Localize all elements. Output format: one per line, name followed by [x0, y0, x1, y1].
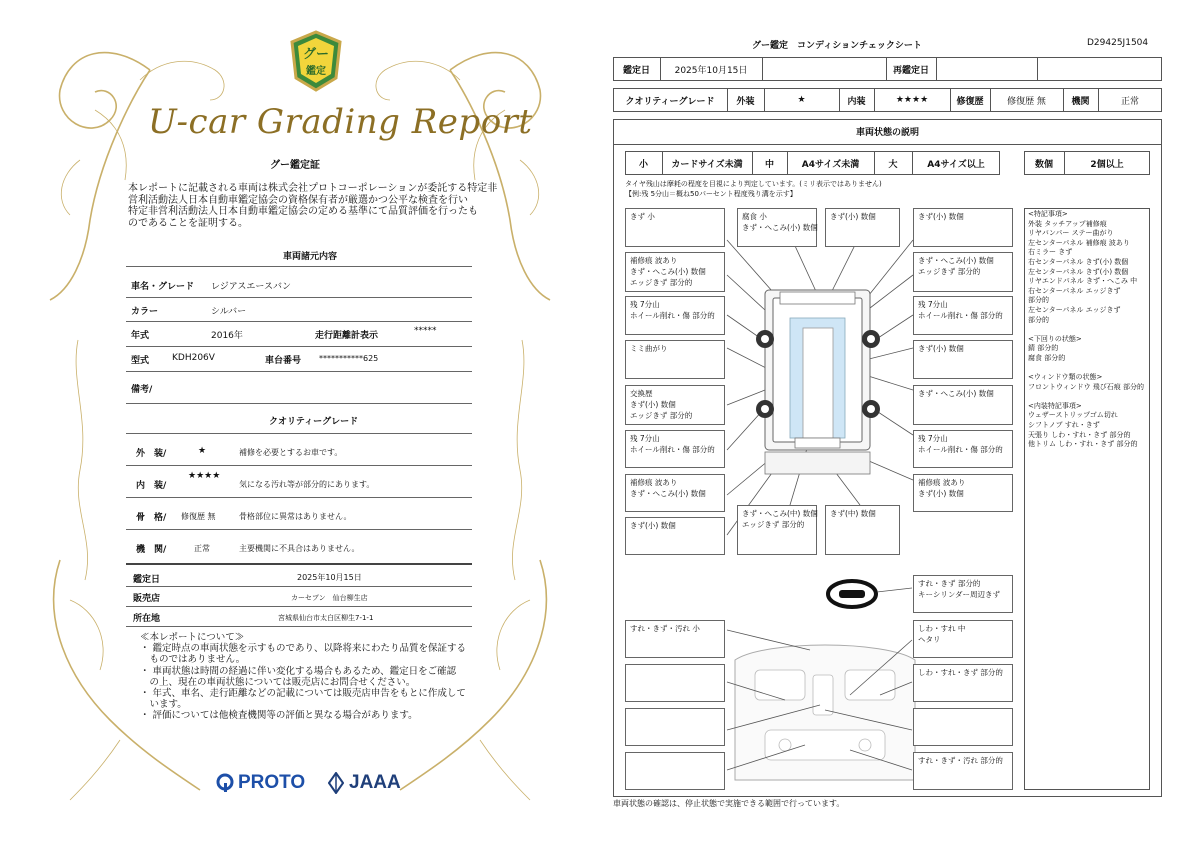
note-line: 腐食 部分的 [1028, 353, 1066, 362]
goo-kantei-logo [288, 30, 344, 92]
note-line: シフトノブ すれ・きず [1028, 421, 1100, 430]
note-line: <下回りの状態> [1028, 334, 1082, 343]
damage-text: 残 7分山 [918, 300, 948, 309]
car-name-value: レジアスエースバン [211, 282, 291, 292]
damage-box-left-door [625, 385, 725, 425]
divider [126, 563, 472, 565]
damage-text: ホイール削れ・傷 部分的 [630, 445, 715, 454]
note-line: 外装 タッチアップ補修痕 [1028, 219, 1107, 228]
damage-text: 補修痕 波あり [918, 478, 966, 487]
note-line: 部分的 [1028, 296, 1049, 305]
jaaa-text: JAAA [349, 772, 401, 793]
about-line: ・ 年式、車名、走行距離などの記載については販売店申告をもとに作成して [140, 688, 466, 700]
count-label: 数個 [1034, 159, 1053, 170]
note-line: 天張り しわ・すれ・きず 部分的 [1028, 430, 1131, 439]
damage-text: きず(小) 数個 [918, 344, 964, 353]
quality-title: クオリティーグレード [269, 417, 359, 427]
damage-text: 残 7分山 [630, 434, 660, 443]
proto-text: PROTO [238, 772, 306, 793]
steering-wheel-icon [828, 581, 876, 607]
car-name-label: 車名・グレード [131, 282, 195, 292]
address-value: 宮城県仙台市太白区柳生7-1-1 [278, 614, 374, 622]
damage-box-interior-left-1 [625, 664, 725, 702]
note-line: 左センターパネル きず(小) 数個 [1028, 267, 1129, 276]
damage-box-front-center [825, 208, 900, 247]
tire-example: 【例:残 5分山＝概ね50パーセント程度残り溝を示す】 [625, 190, 797, 198]
about-line: の上、現在の車両状態については販売店にお問合せください。 [140, 676, 416, 688]
divider [126, 266, 472, 267]
note-line: 部分的 [1028, 315, 1049, 324]
damage-text: すれ・きず 部分的 [918, 579, 981, 588]
divider [126, 529, 472, 530]
engine-value: 正常 [1120, 96, 1139, 107]
divider [126, 606, 472, 607]
svg-text:鑑定: 鑑定 [306, 66, 326, 77]
count-value: 2個以上 [1090, 159, 1124, 170]
damage-box-right-center [913, 385, 1013, 425]
divider [126, 321, 472, 322]
frame-desc: 骨格部位に異常はありません。 [239, 512, 352, 521]
shop-value: カーセブン 仙台柳生店 [291, 594, 368, 602]
damage-text: ホイール削れ・傷 部分的 [918, 311, 1003, 320]
damage-text: キーシリンダー周辺きず [918, 590, 1001, 599]
divider [126, 433, 472, 434]
note-line: 他トリム しわ・すれ・きず 部分的 [1028, 440, 1138, 449]
note-line [1028, 364, 1144, 374]
size-small-desc: カードサイズ未満 [671, 159, 743, 170]
note-line [1028, 325, 1144, 335]
intro-paragraph [128, 183, 497, 229]
damage-box-rear-left [625, 517, 725, 555]
year-label: 年式 [131, 331, 150, 341]
damage-text: きず(小) 数個 [630, 521, 676, 530]
damage-text: ホイール削れ・傷 部分的 [918, 445, 1003, 454]
jaaa-mark-icon [328, 772, 344, 794]
damage-text: しわ・すれ 中 [918, 624, 966, 633]
divider [126, 403, 472, 404]
intro-line: 本レポートに記載される車両は株式会社プロトコーポレーションが委託する特定非 [128, 183, 498, 194]
damage-box-hood [737, 208, 817, 247]
date-value: 2025年10月15日 [674, 65, 748, 76]
about-line: います。 [140, 699, 187, 711]
intro-line: のであることを証明する。 [128, 217, 248, 229]
footer-note: 車両状態の確認は、停止状態で実施できる範囲で行っています。 [613, 799, 845, 808]
svg-text:グー: グー [302, 47, 330, 62]
note-line: <内装特記事項> [1028, 401, 1082, 410]
divider [126, 586, 472, 587]
damage-text: きず・へこみ(中) 数個 [742, 509, 818, 518]
note-line: 左センターパネル 補修痕 波あり [1028, 238, 1130, 247]
about-title: ≪本レポートについて≫ [140, 632, 245, 643]
shop-label: 販売店 [133, 594, 161, 604]
damage-text: すれ・きず・汚れ 小 [630, 624, 700, 633]
interior-stars: ★★★★ [188, 471, 221, 481]
damage-text: エッジきず 部分的 [630, 411, 693, 420]
proto-logo [216, 772, 305, 794]
mileage-value: ***** [414, 326, 437, 336]
int-label: 内装 [847, 96, 866, 107]
size-mid: 中 [764, 159, 774, 170]
divider [126, 626, 472, 627]
date-value: 2025年10月15日 [297, 573, 362, 582]
damage-text: きず(小) 数個 [918, 489, 964, 498]
intro-line: 営利活動法人日本自動車鑑定協会の資格保有者が厳選かつ公平な検査を行い [128, 194, 468, 206]
date-label: 鑑定日 [133, 575, 161, 585]
about-line: ・ 評価については他検査機関等の評価と異なる場合があります。 [140, 710, 418, 722]
about-line: ものではありません。 [140, 654, 246, 666]
damage-text: 補修痕 波あり [630, 478, 678, 487]
exterior-label: 外 装/ [136, 449, 167, 459]
damage-box-rear-center [737, 505, 817, 555]
damage-text: きず・へこみ(小) 数個 [742, 223, 818, 232]
engine-value: 正常 [194, 544, 210, 553]
about-line: ・ 鑑定時点の車両状態を示すものであり、以降将来にわたり品質を保証する [140, 643, 467, 655]
damage-box-right-door [913, 340, 1013, 379]
damage-text: 交換歴 [630, 389, 653, 398]
chassis-label: 車台番号 [265, 356, 302, 366]
notes-list [1028, 210, 1144, 450]
color-value: シルバー [211, 307, 247, 317]
damage-box-steering [913, 575, 1013, 613]
ext-label: 外装 [736, 96, 755, 107]
damage-text: きず・へこみ(小) 数個 [630, 267, 706, 276]
repair-label: 修復歴 [956, 96, 984, 107]
proto-mark-icon [216, 773, 234, 793]
damage-text: 残 7分山 [918, 434, 948, 443]
exterior-desc: 補修を必要とするお車です。 [239, 448, 343, 457]
damage-text: きず 小 [630, 212, 655, 221]
note-line: フロントウィンドウ 飛び石痕 部分的 [1028, 382, 1145, 391]
damage-text: ホイール削れ・傷 部分的 [630, 311, 715, 320]
damage-text: 補修痕 波あり [630, 256, 678, 265]
address-label: 所在地 [133, 614, 161, 624]
damage-box-front-left [625, 208, 725, 247]
note-line: <ウィンドウ類の状態> [1028, 373, 1103, 382]
damage-text: きず(小) 数個 [918, 212, 964, 221]
note-line: リヤエンドパネル きず・へこみ 中 [1028, 277, 1138, 286]
damage-text: きず・へこみ(小) 数個 [630, 489, 706, 498]
damage-box-interior-right-empty [913, 708, 1013, 746]
engine-label: 機関 [1071, 96, 1090, 107]
damage-text: エッジきず 部分的 [630, 278, 693, 287]
size-small: 小 [638, 159, 648, 170]
note-line: 左センターパネル エッジきず [1028, 305, 1121, 314]
divider [126, 465, 472, 466]
damage-box-interior-left-2 [625, 708, 725, 746]
year-value: 2016年 [211, 331, 243, 341]
sheet-title: グー鑑定 コンディションチェックシート [752, 41, 922, 51]
frame-value: 修復歴 無 [181, 512, 216, 521]
note-line: 右ミラー きず [1028, 248, 1073, 257]
damage-box-left-quarter [625, 474, 725, 512]
damage-box-rear-right-tire [913, 430, 1013, 468]
damage-text: ミミ曲がり [630, 344, 668, 353]
model-value: KDH206V [172, 353, 215, 363]
color-label: カラー [131, 307, 159, 317]
int-value: ★★★★ [895, 95, 929, 105]
specs-title: 車両諸元内容 [283, 252, 338, 262]
note-line: リヤバンパー ステー曲がり [1028, 229, 1114, 238]
size-large: 大 [888, 159, 898, 170]
note-line [1028, 392, 1144, 402]
divider [126, 346, 472, 347]
condition-title: 車両状態の説明 [855, 128, 919, 138]
damage-text: きず(小) 数個 [630, 400, 676, 409]
divider [126, 371, 472, 372]
damage-box-rear-left-tire [625, 430, 725, 468]
frame-label: 骨 格/ [136, 513, 167, 523]
repair-value: 修復歴 無 [1007, 96, 1046, 107]
engine-label: 機 関/ [136, 545, 167, 555]
damage-box-left-step [625, 340, 725, 379]
interior-label: 内 装/ [136, 481, 167, 491]
damage-text: エッジきず 部分的 [918, 267, 981, 276]
mileage-label: 走行距離計表示 [315, 331, 379, 341]
divider [762, 57, 763, 81]
damage-text: きず・へこみ(小) 数個 [918, 256, 994, 265]
damage-text: しわ・すれ・きず 部分的 [918, 668, 1003, 677]
document-id: D29425J1504 [1087, 38, 1149, 48]
damage-text: きず(中) 数個 [830, 509, 876, 518]
damage-box-driver-seat [913, 620, 1013, 658]
divider [1037, 57, 1038, 81]
certificate-title: グー鑑定証 [270, 160, 320, 171]
intro-line: 特定非営利活動法人日本自動車鑑定協会の定める基準にて品質評価を行ったも [128, 206, 478, 217]
divider [613, 144, 1162, 145]
damage-text: きず・へこみ(小) 数個 [918, 389, 994, 398]
engine-desc: 主要機関に不具合はありません。 [239, 544, 360, 553]
note-line: ウェザーストリップゴム切れ [1028, 411, 1118, 420]
damage-text: すれ・きず・汚れ 部分的 [918, 756, 1003, 765]
damage-box-right-fender [913, 252, 1013, 292]
grade-label: クオリティーグレード [625, 96, 715, 107]
model-label: 型式 [131, 356, 150, 366]
divider [936, 57, 937, 81]
damage-box-interior-left-3 [625, 752, 725, 790]
damage-box-front-right-tire [913, 296, 1013, 335]
ext-value: ★ [797, 95, 806, 105]
damage-box-dashboard [625, 620, 725, 658]
notes-label: 備考/ [131, 385, 153, 395]
jaaa-logo [328, 772, 401, 794]
exterior-stars: ★ [198, 446, 207, 456]
damage-box-left-fender [625, 252, 725, 292]
damage-box-front-left-tire [625, 296, 725, 335]
redate-label: 再鑑定日 [892, 65, 929, 76]
damage-box-right-trim [913, 664, 1013, 702]
note-line: 右センターパネル エッジきず [1028, 286, 1121, 295]
damage-text: エッジきず 部分的 [742, 520, 805, 529]
divider [126, 297, 472, 298]
damage-box-right-quarter [913, 474, 1013, 512]
note-line: 錆 部分的 [1028, 344, 1059, 353]
damage-box-rear-door [825, 505, 900, 555]
damage-box-rear-seat [913, 752, 1013, 790]
size-large-desc: A4サイズ以上 [927, 159, 985, 170]
damage-text: きず(小) 数個 [830, 212, 876, 221]
tire-note: タイヤ残山は摩耗の程度を目視により判定しています。(ミリ表示ではありません) [625, 180, 882, 188]
damage-text: 残 7分山 [630, 300, 660, 309]
divider [126, 497, 472, 498]
about-section [140, 632, 466, 722]
interior-desc: 気になる汚れ等が部分的にあります。 [239, 480, 375, 489]
about-line: ・ 車両状態は時間の経過に伴い変化する場合もあるため、鑑定日をご確認 [140, 665, 457, 677]
chassis-value: ***********625 [319, 354, 379, 363]
damage-box-front-right [913, 208, 1013, 247]
script-title: U-car Grading Report [148, 102, 533, 142]
note-line: 右センターパネル きず(小) 数個 [1028, 257, 1129, 266]
size-mid-desc: A4サイズ未満 [801, 159, 860, 170]
damage-text: ヘタリ [918, 635, 941, 644]
date-label: 鑑定日 [622, 65, 650, 76]
note-line: <特記事項> [1028, 210, 1068, 218]
damage-text: 腐食 小 [742, 212, 767, 221]
